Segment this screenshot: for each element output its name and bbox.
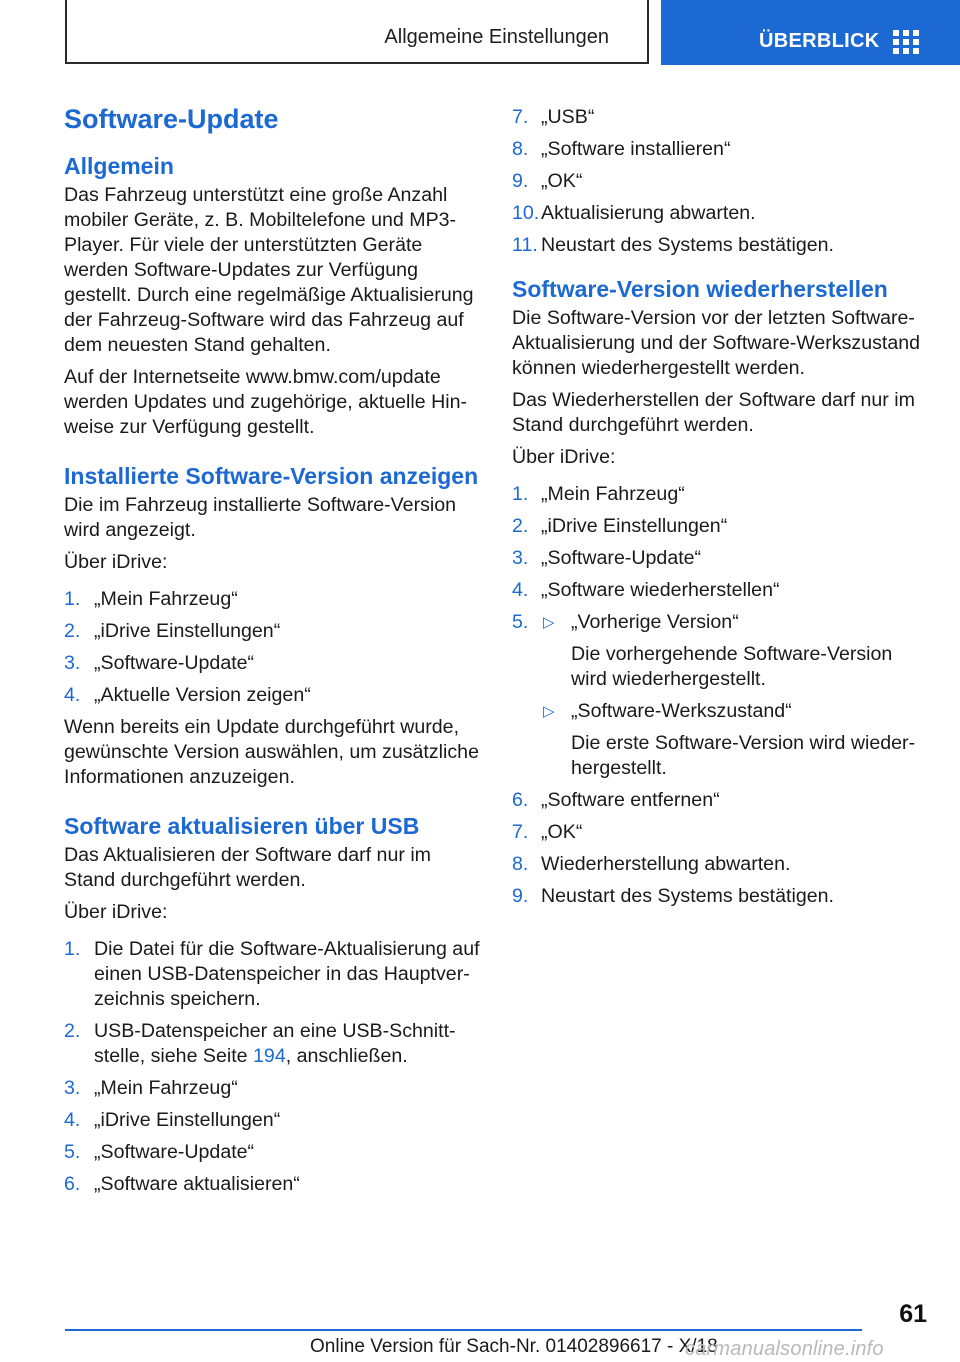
steps-list: [64, 587, 484, 708]
list-item: 5. „Software-Update“: [64, 1141, 255, 1163]
option-item: ▷ „Vorherige Version“ Die vorhergehende Software-Version wird wiederhergestellt.: [543, 611, 893, 690]
page-header: [0, 0, 960, 66]
list-item: 1. „Mein Fahrzeug“: [512, 483, 685, 505]
triangle-bullet-icon: ▷: [543, 614, 555, 631]
list-item: 2. „iDrive Einstellungen“: [64, 620, 281, 642]
left-column: [64, 100, 484, 1204]
section-tab[interactable]: [65, 0, 649, 64]
heading-installed-version: Installierte Software-Version anzeigen: [64, 463, 479, 489]
list-item: 3. „Mein Fahrzeug“: [64, 1077, 238, 1099]
list-item: 3. „Software-Update“: [64, 652, 255, 674]
steps-list: [64, 937, 484, 1197]
paragraph: Auf der Internetseite www.bmw.com/update werden Updates und zugehörige, aktuelle Hinweise zur Verfügung gestellt.: [64, 366, 468, 438]
section-title: Allgemeine Einstellungen: [384, 26, 609, 48]
list-item: 4. „iDrive Einstellungen“: [64, 1109, 281, 1131]
grid-icon: [893, 30, 919, 54]
steps-list: [512, 105, 932, 258]
list-item: 1. „Mein Fahrzeug“: [64, 588, 238, 610]
paragraph: Das Fahrzeug unterstützt eine große Anzahl mobiler Geräte, z. B. Mobiltelefone und MP3-Player. Für viele der unterstützten Geräte werden Software-Updates zur Verfügung gestellt. Durch eine regelmäßige Aktualisierung der Fahrzeug-Software wird das Fahrzeug auf dem neuesten Stand gehalten.: [64, 184, 474, 356]
list-item: 4. „Aktuelle Version zeigen“: [64, 684, 311, 706]
footer-version-text: Online Version für Sach-Nr. 01402896617 - X/18: [310, 1336, 718, 1357]
list-item: 5. ▷ „Vorherige Version“ Die vorhergehende Software-Version wird wiederhergestellt. ▷ „Software-Werkszustand“ Die erste Software-Version wird wiederhergestellt.: [512, 610, 932, 781]
page-number: 61: [899, 1300, 927, 1328]
paragraph: Über iDrive:: [512, 446, 616, 468]
list-item: 1. Die Datei für die Software-Aktualisierung auf einen USB-Datenspeicher in das Hauptverzeichnis speichern.: [64, 938, 480, 1010]
paragraph: Das Aktualisieren der Software darf nur im Stand durchgeführt werden.: [64, 844, 431, 891]
paragraph: Die Software-Version vor der letzten Software-Aktualisierung und der Software-Werkszustand können wiederhergestellt werden.: [512, 307, 921, 379]
right-column: [512, 100, 932, 916]
paragraph: Die im Fahrzeug installierte Software-Version wird angezeigt.: [64, 494, 457, 541]
list-item: 11. Neustart des Systems bestätigen.: [512, 234, 834, 256]
watermark: carmanualsonline.info: [685, 1338, 884, 1360]
heading-usb-update: Software aktualisieren über USB: [64, 813, 420, 839]
page-link[interactable]: 194: [253, 1045, 286, 1067]
list-item: 10. Aktualisierung abwarten.: [512, 202, 756, 224]
page-title: Software-Update: [64, 104, 279, 134]
list-item: 2. USB-Datenspeicher an eine USB-Schnittstelle, siehe Seite 194, anschließen.: [64, 1020, 456, 1067]
overview-label: ÜBERBLICK: [759, 30, 880, 52]
footer-divider: [65, 1329, 862, 1331]
list-item: 7. „USB“: [512, 106, 595, 128]
paragraph: Über iDrive:: [64, 901, 168, 923]
paragraph: Wenn bereits ein Update durchgeführt wurde, gewünschte Version auswählen, um zusätzliche Informationen anzuzeigen.: [64, 716, 479, 788]
list-item: 8. Wiederherstellung abwarten.: [512, 853, 791, 875]
steps-list: [512, 482, 932, 909]
list-item: 2. „iDrive Einstellungen“: [512, 515, 728, 537]
options-list: [541, 610, 932, 781]
list-item: 4. „Software wiederherstellen“: [512, 579, 780, 601]
list-item: 7. „OK“: [512, 821, 583, 843]
list-item: 6. „Software aktualisieren“: [64, 1173, 300, 1195]
heading-restore-version: Software-Version wiederherstellen: [512, 276, 888, 302]
list-item: 8. „Software installieren“: [512, 138, 731, 160]
option-item: ▷ „Software-Werkszustand“ Die erste Software-Version wird wiederhergestellt.: [543, 700, 916, 779]
list-item: 3. „Software-Update“: [512, 547, 702, 569]
overview-button[interactable]: [661, 0, 960, 65]
paragraph: Das Wiederherstellen der Software darf nur im Stand durchgeführt werden.: [512, 389, 915, 436]
heading-general: Allgemein: [64, 153, 174, 179]
list-item: 9. Neustart des Systems bestätigen.: [512, 885, 834, 907]
paragraph: Über iDrive:: [64, 551, 168, 573]
list-item: 6. „Software entfernen“: [512, 789, 720, 811]
triangle-bullet-icon: ▷: [543, 703, 555, 720]
list-item: 9. „OK“: [512, 170, 583, 192]
